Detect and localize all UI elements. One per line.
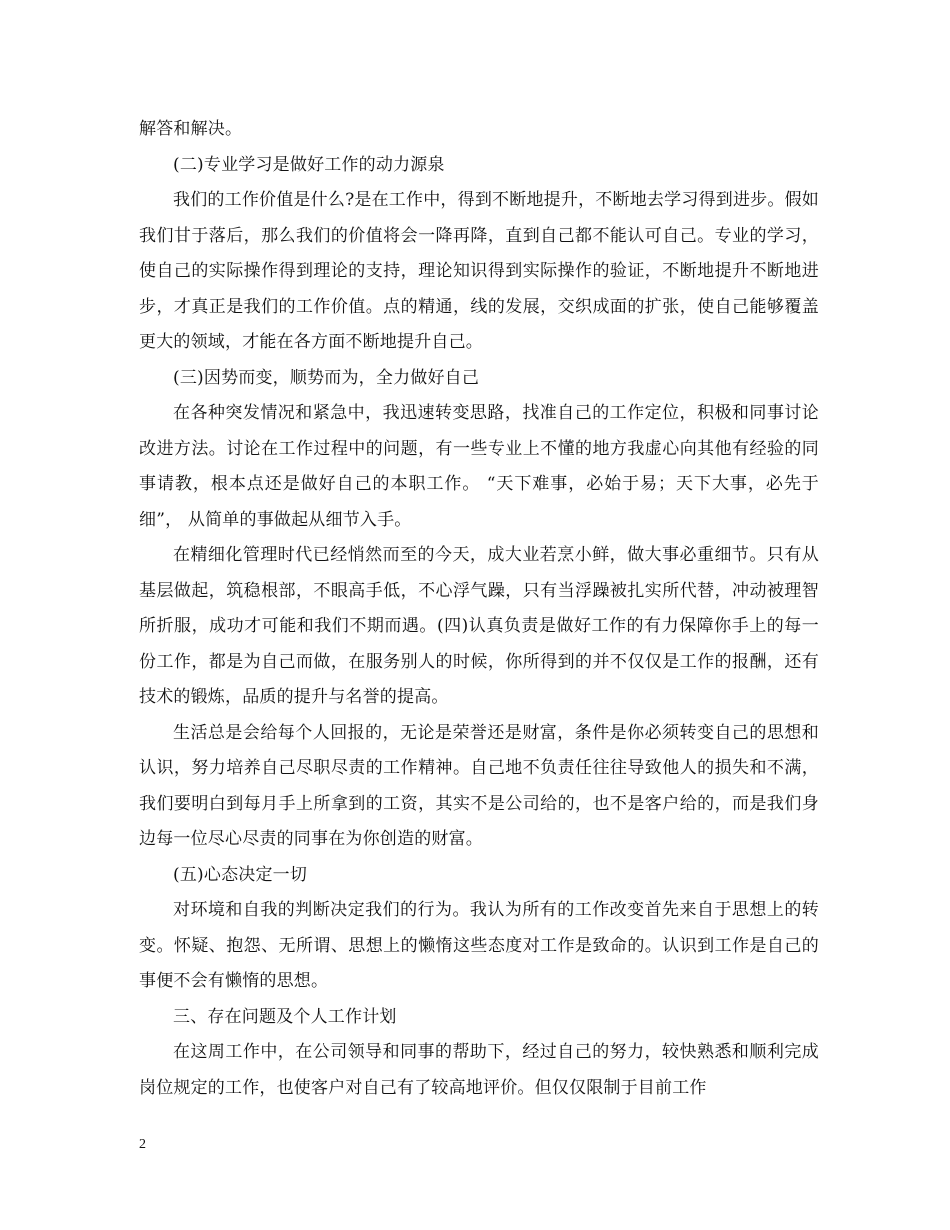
paragraph: 生活总是会给每个人回报的，无论是荣誉还是财富，条件是你必须转变自己的思想和认识，努力培养自己尽职尽责的工作精神。自己地不负责任往往导致他人的损失和不满，我们要明白到每月手上所拿到的工资，其实不是公司给的，也不是客户给的，而是我们身边每一位尽心尽责的同事在为你创造的财富。 [139, 722, 819, 849]
section-heading: (五)心态决定一切 [173, 864, 308, 885]
section-heading: 三、存在问题及个人工作计划 [173, 1006, 397, 1027]
page-number: 2 [139, 1137, 146, 1152]
section-heading: (二)专业学习是做好工作的动力源泉 [173, 154, 445, 175]
paragraph: 在这周工作中，在公司领导和同事的帮助下，经过自己的努力，较快熟悉和顺利完成岗位规定的工作，也使客户对自己有了较高地评价。但仅仅限制于目前工作 [139, 1042, 819, 1098]
paragraph: 解答和解决。 [139, 119, 243, 139]
section-heading: (三)因势而变，顺势而为，全力做好自己 [173, 367, 480, 388]
paragraph: 我们的工作价值是什么?是在工作中，得到不断地提升，不断地去学习得到进步。假如我们甘于落后，那么我们的价值将会一降再降，直到自己都不能认可自己。专业的学习，使自己的实际操作得到理论的支持，理论知识得到实际操作的验证，不断地提升不断地进步，才真正是我们的工作价值。点的精通，线的发展，交织成面的扩张，使自己能够覆盖更大的领域，才能在各方面不断地提升自己。 [139, 190, 819, 352]
paragraph: 对环境和自我的判断决定我们的行为。我认为所有的工作改变首先来自于思想上的转变。怀疑、抱怨、无所谓、思想上的懒惰这些态度对工作是致命的。认识到工作是自己的事便不会有懒惰的思想。 [139, 900, 819, 991]
paragraph: 在各种突发情况和紧急中，我迅速转变思路，找准自己的工作定位，积极和同事讨论改进方法。讨论在工作过程中的问题，有一些专业上不懂的地方我虚心向其他有经验的同事请教，根本点还是做好自己的本职工作。 “天下难事，必始于易；天下大事，必先于细”， 从简单的事做起从细节入手。 [139, 403, 819, 530]
paragraph: 在精细化管理时代已经悄然而至的今天，成大业若烹小鲜，做大事必重细节。只有从基层做起，筑稳根部，不眼高手低，不心浮气躁，只有当浮躁被扎实所代替，冲动被理智所折服，成功才可能和我们不期而遇。(四)认真负责是做好工作的有力保障你手上的每一份工作，都是为自己而做，在服务别人的时候，你所得到的并不仅仅是工作的报酬，还有技术的锻炼，品质的提升与名誉的提高。 [139, 545, 819, 707]
document-body [139, 112, 819, 1106]
